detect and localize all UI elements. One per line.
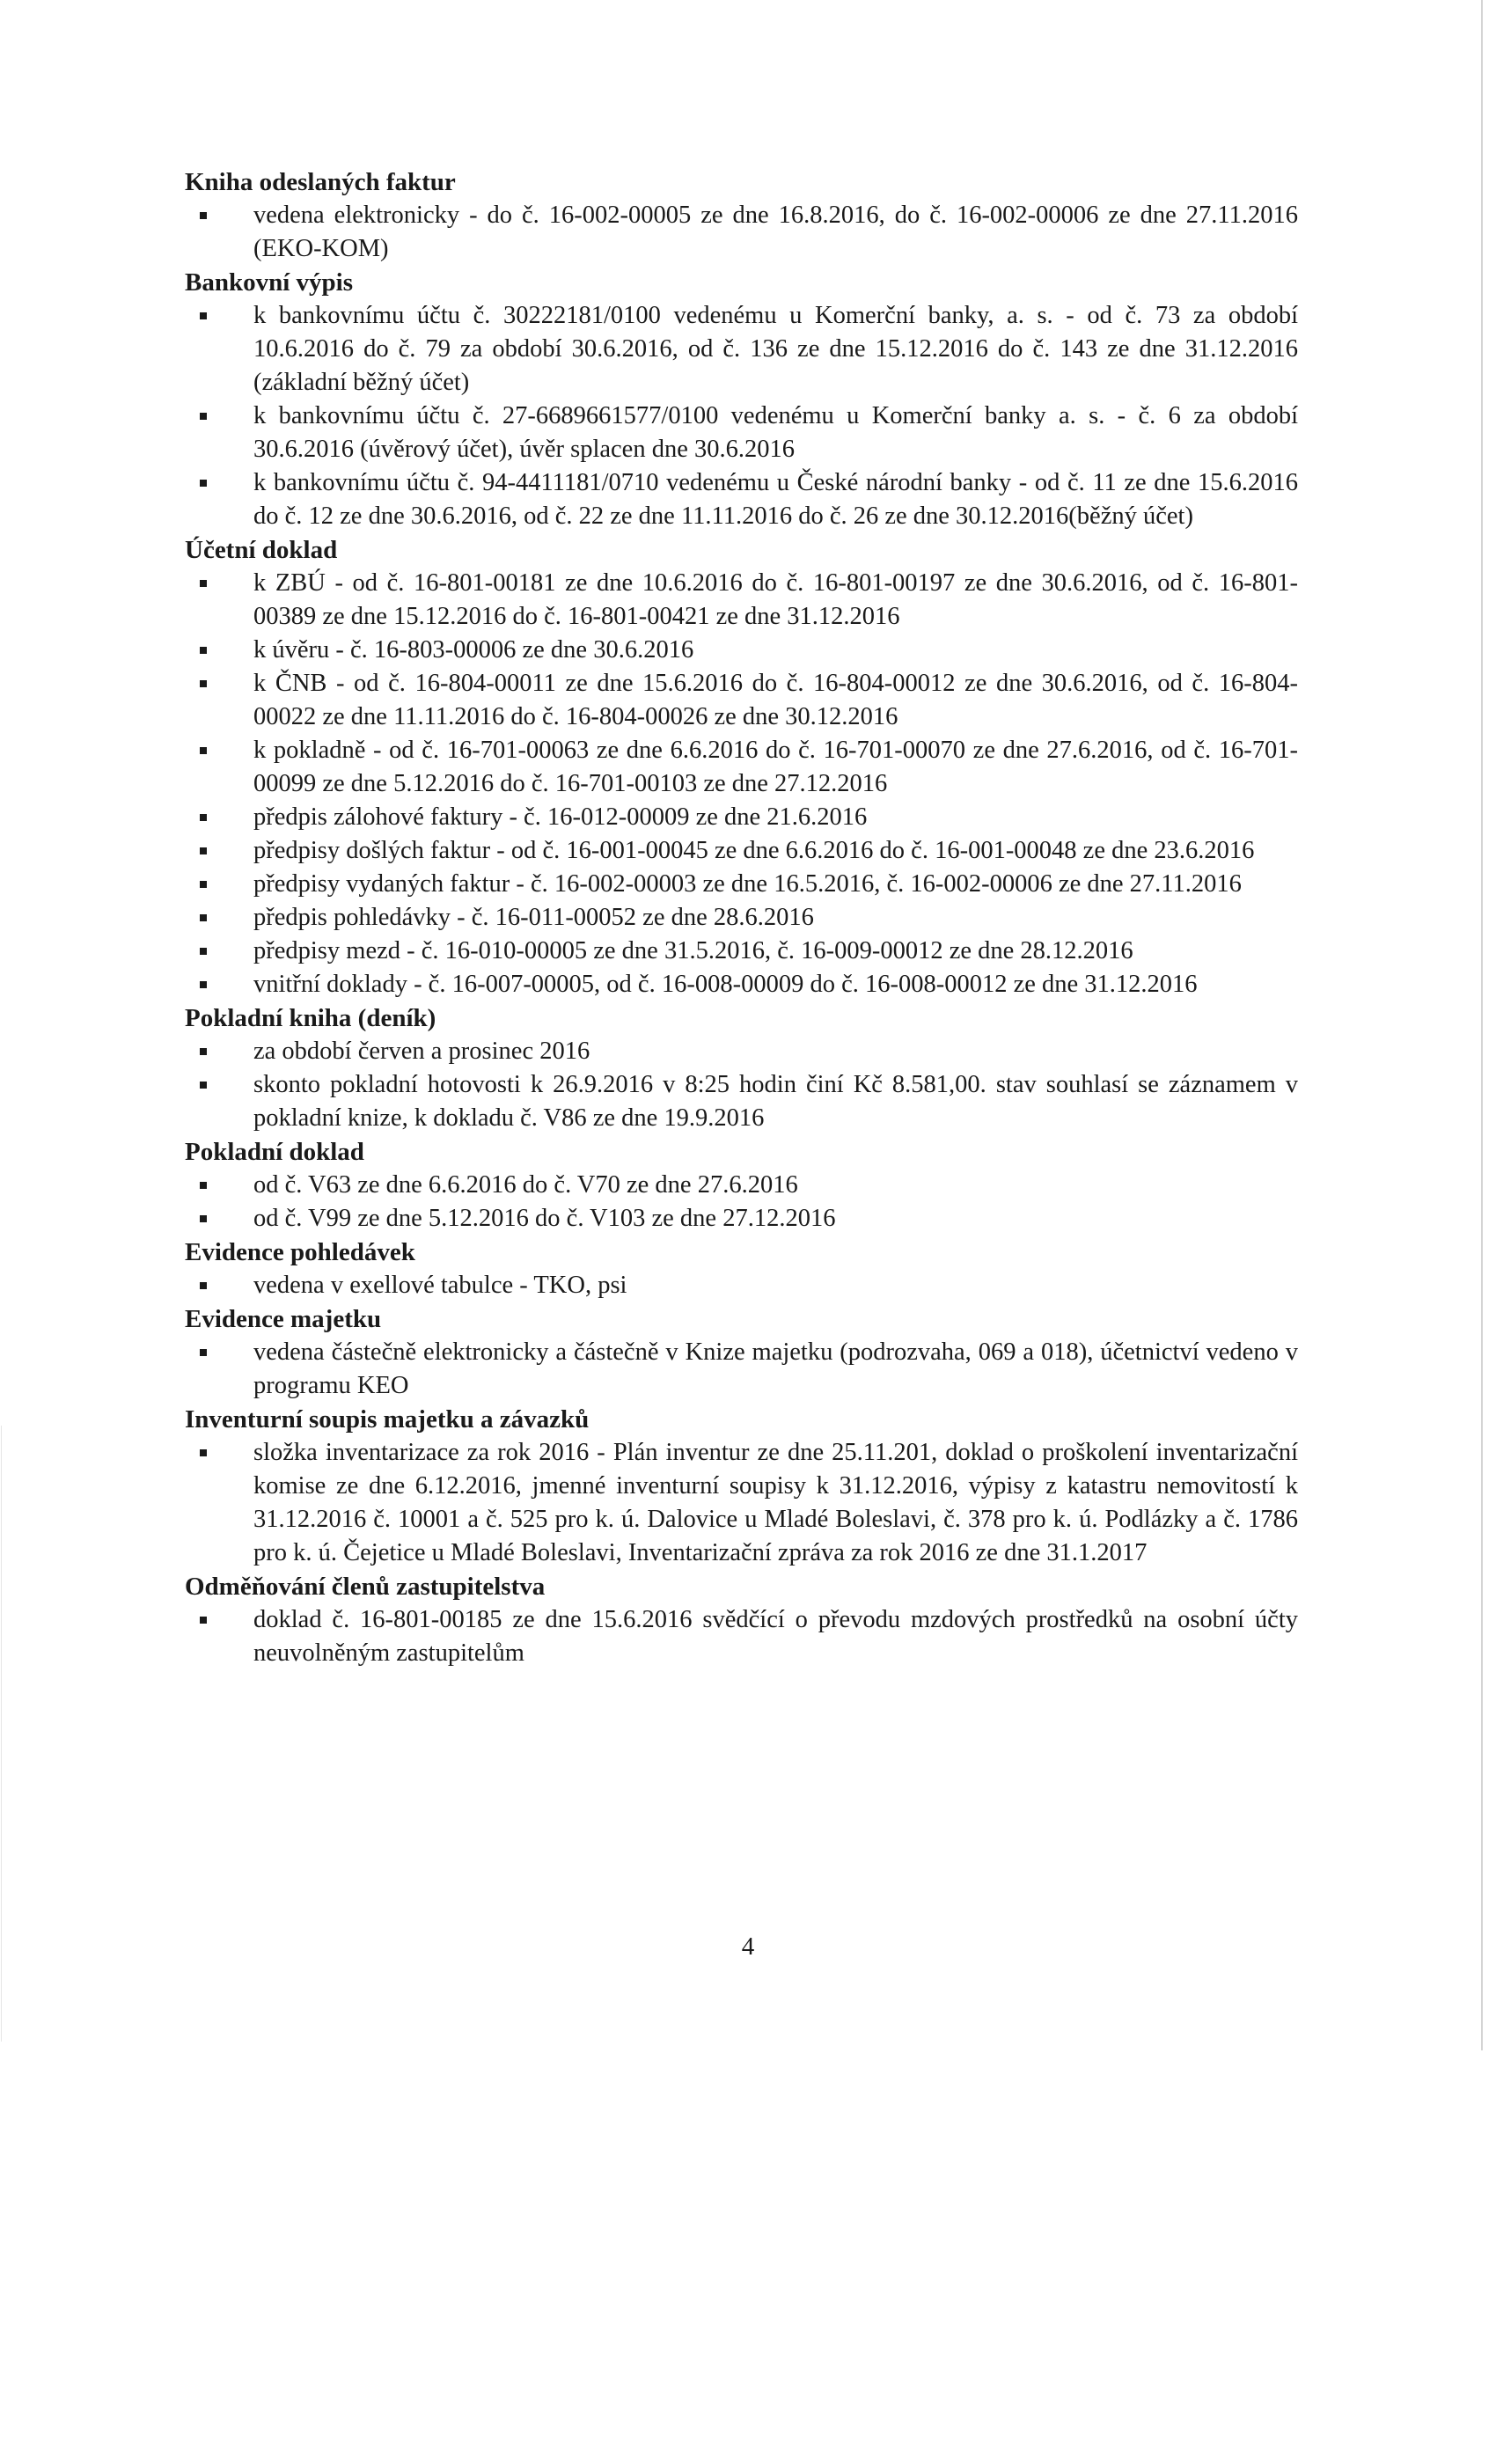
square-bullet-icon [200,480,207,487]
list-item [185,734,1298,801]
section-item-list [185,1169,1298,1236]
section-heading: Bankovní výpis [185,268,354,297]
page-number: 4 [741,1932,755,1961]
square-bullet-icon [200,981,207,988]
list-item [185,1436,1298,1570]
list-item-text: k pokladně - od č. 16-701-00063 ze dne 6.6.2016 do č. 16-701-00070 ze dne 27.6.2016, od č. 16-701-00099 ze dne 5.12.2016 do č. 16-701-00103 ze dne 27.12.2016 [253,737,1298,797]
list-item [185,1603,1298,1670]
list-item [185,634,1298,667]
list-item [185,1068,1298,1135]
section-item-list [185,1269,1298,1302]
list-item-text: předpis zálohové faktury - č. 16-012-00009 ze dne 21.6.2016 [253,803,868,831]
list-item [185,1269,1298,1302]
list-item-text: od č. V63 ze dne 6.6.2016 do č. V70 ze dne 27.6.2016 [253,1171,798,1199]
square-bullet-icon [200,1048,207,1055]
square-bullet-icon [200,312,207,319]
list-item [185,868,1298,901]
section-heading: Odměňování členů zastupitelstva [185,1573,546,1601]
square-bullet-icon [200,847,207,854]
section-item-list [185,1603,1298,1670]
square-bullet-icon [200,881,207,888]
list-item [185,299,1298,400]
list-item-text: k bankovnímu účtu č. 30222181/0100 vedenému u Komerční banky, a. s. - od č. 73 za období 10.6.2016 do č. 79 za období 30.6.2016, od č. 136 ze dne 15.12.2016 do č. 143 ze dne 31.12.2016 (základní běžný účet) [253,302,1298,396]
list-item-text: předpis pohledávky - č. 16-011-00052 ze dne 28.6.2016 [253,904,814,931]
list-item [185,935,1298,968]
document-body [185,165,1298,1670]
section-heading: Účetní doklad [185,536,338,564]
section-item-list [185,1436,1298,1570]
list-item [185,1169,1298,1202]
list-item [185,567,1298,634]
section-item-list [185,1336,1298,1403]
list-item [185,466,1298,533]
section-heading: Kniha odeslaných faktur [185,168,456,196]
list-item-text: předpisy došlých faktur - od č. 16-001-00045 ze dne 6.6.2016 do č. 16-001-00048 ze dne 23.6.2016 [253,837,1255,864]
square-bullet-icon [200,1617,207,1624]
square-bullet-icon [200,580,207,587]
list-item-text: od č. V99 ze dne 5.12.2016 do č. V103 ze dne 27.12.2016 [253,1205,836,1232]
square-bullet-icon [200,1282,207,1289]
section-item-list [185,1035,1298,1135]
square-bullet-icon [200,1082,207,1089]
list-item [185,1202,1298,1236]
list-item [185,400,1298,466]
list-item-text: k ČNB - od č. 16-804-00011 ze dne 15.6.2016 do č. 16-804-00012 ze dne 30.6.2016, od č. 16-804-00022 ze dne 11.11.2016 do č. 16-804-00026 ze dne 30.12.2016 [253,670,1298,730]
square-bullet-icon [200,680,207,687]
scan-edge-right [1481,0,1483,2050]
list-item [185,1336,1298,1403]
section-item-list [185,199,1298,266]
section-heading: Pokladní kniha (deník) [185,1004,436,1032]
list-item-text: k úvěru - č. 16-803-00006 ze dne 30.6.2016 [253,636,694,664]
list-item [185,801,1298,834]
list-item [185,968,1298,1001]
list-item-text: složka inventarizace za rok 2016 - Plán inventur ze dne 25.11.201, doklad o proškolení inventarizační komise ze dne 6.12.2016, jmenné inventurní soupisy k 31.12.2016, výpisy z katastru nemovitostí k 31.12.2016 č. 10001 a č. 525 pro k. ú. Dalovice u Mladé Boleslavi, č. 378 pro k. ú. Podlázky a č. 1786 pro k. ú. Čejetice u Mladé Boleslavi, Inventarizační zpráva za rok 2016 ze dne 31.1.2017 [253,1439,1298,1566]
square-bullet-icon [200,948,207,955]
list-item [185,1035,1298,1068]
list-item-text: k bankovnímu účtu č. 94-4411181/0710 vedenému u České národní banky - od č. 11 ze dne 15.6.2016 do č. 12 ze dne 30.6.2016, od č. 22 ze dne 11.11.2016 do č. 26 ze dne 30.12.2016(běžný účet) [253,469,1298,530]
square-bullet-icon [200,1182,207,1189]
section-item-list [185,567,1298,1001]
square-bullet-icon [200,1449,207,1456]
section-heading: Pokladní doklad [185,1138,364,1166]
list-item-text: předpisy mezd - č. 16-010-00005 ze dne 31.5.2016, č. 16-009-00012 ze dne 28.12.2016 [253,937,1133,964]
list-item [185,834,1298,868]
square-bullet-icon [200,914,207,921]
section-heading: Evidence majetku [185,1305,382,1333]
list-item-text: předpisy vydaných faktur - č. 16-002-00003 ze dne 16.5.2016, č. 16-002-00006 ze dne 27.11.2016 [253,870,1242,898]
list-item-text: vnitřní doklady - č. 16-007-00005, od č. 16-008-00009 do č. 16-008-00012 ze dne 31.12.2016 [253,971,1198,998]
list-item-text: k bankovnímu účtu č. 27-6689661577/0100 vedenému u Komerční banky a. s. - č. 6 za období 30.6.2016 (úvěrový účet), úvěr splacen dne 30.6.2016 [253,402,1298,463]
square-bullet-icon [200,413,207,420]
list-item [185,667,1298,734]
section-item-list [185,299,1298,533]
section-heading: Inventurní soupis majetku a závazků [185,1405,590,1434]
list-item-text: k ZBÚ - od č. 16-801-00181 ze dne 10.6.2016 do č. 16-801-00197 ze dne 30.6.2016, od č. 16-801-00389 ze dne 15.12.2016 do č. 16-801-00421 ze dne 31.12.2016 [253,569,1298,630]
square-bullet-icon [200,1215,207,1222]
square-bullet-icon [200,212,207,219]
list-item-text: skonto pokladní hotovosti k 26.9.2016 v 8:25 hodin činí Kč 8.581,00. stav souhlasí se záznamem v pokladní knize, k dokladu č. V86 ze dne 19.9.2016 [253,1071,1298,1132]
list-item [185,901,1298,935]
list-item-text: vedena částečně elektronicky a částečně v Knize majetku (podrozvaha, 069 a 018), účetnictví vedeno v programu KEO [253,1338,1298,1399]
list-item-text: za období červen a prosinec 2016 [253,1038,590,1065]
square-bullet-icon [200,814,207,821]
square-bullet-icon [200,647,207,654]
square-bullet-icon [200,1349,207,1356]
list-item-text: doklad č. 16-801-00185 ze dne 15.6.2016 svědčící o převodu mzdových prostředků na osobní účty neuvolněným zastupitelům [253,1606,1298,1667]
section-heading: Evidence pohledávek [185,1238,415,1266]
square-bullet-icon [200,747,207,754]
list-item [185,199,1298,266]
list-item-text: vedena elektronicky - do č. 16-002-00005 ze dne 16.8.2016, do č. 16-002-00006 ze dne 27.11.2016 (EKO-KOM) [253,202,1298,262]
list-item-text: vedena v exellové tabulce - TKO, psi [253,1272,627,1299]
